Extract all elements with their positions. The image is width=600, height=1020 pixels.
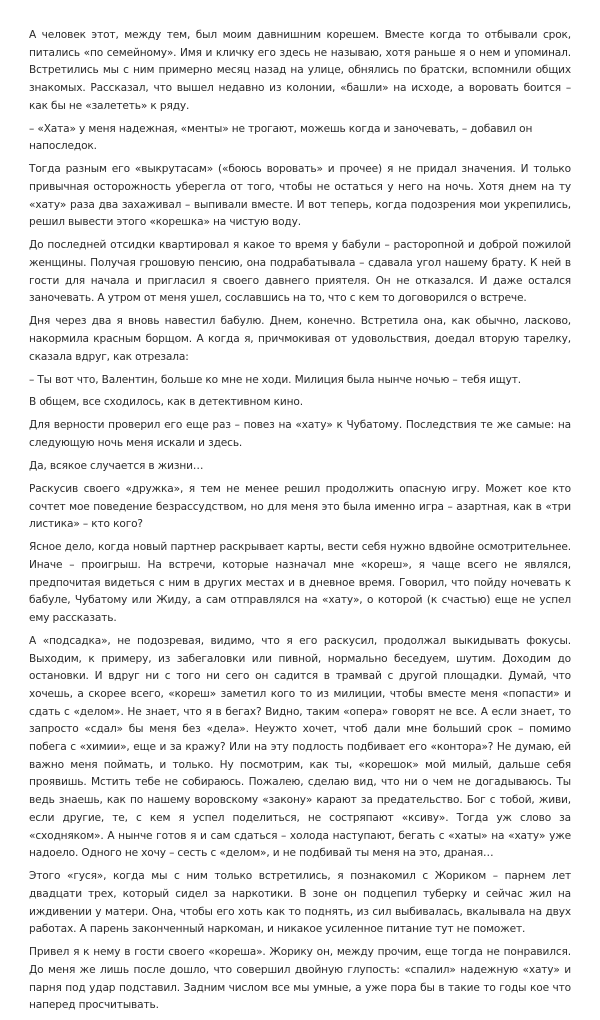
paragraph: А «подсадка», не подозревая, видимо, что я его раскусил, продолжал выкидывать фокусы. Выходим, к примеру, из забегаловки или пивной, нормально беседуем, шутим. Доходим до остановки. И вдруг ни с того ни сего он садится в трамвай с другой площадки. Думай, что хочешь, а скорее всего, «кореш» заметил кого то из милиции, чтобы вместе меня «попасти» и сдать с «делом». Не знает, что я в бегах? Видно, таким «опера» говорят не все. А если знает, то запросто «сдал» бы меня без «дела». Неужто хочет, чтоб дали мне больший срок – помимо побега с «химии», еще и за кражу? Или на эту подлость подбивает его «контора»? Не думаю, ей важно меня поймать, и только. Ну посмотрим, как ты, «корешок» мой милый, дальше себя проявишь. Мстить тебе не собираюсь. Пожалею, сделаю вид, что ни о чем не догадываюсь. Ты ведь знаешь, как по нашему воровскому «закону» карают за предательство. Бог с тобой, живи, если другие, те, с кем я успел поделиться, не состряпают «ксиву». Тогда уж слово за «сходняком». А нынче готов я и сам сдаться – холода наступают, бегать с «хаты» на «хату» уже надоело. Одного не хочу – сесть с «делом», и не подбивай ты меня на это, драная… — [29, 634, 571, 860]
paragraph: А человек этот, между тем, был моим давнишним корешем. Вместе когда то отбывали срок, питались «по семейному». Имя и кличку его здесь не называю, хотя раньше я о нем и упоминал. Встретились мы с ним примерно месяц назад на улице, обнялись по братски, вспомнили общих знакомых. Рассказал, что вышел недавно из колонии, «башли» на исходе, а воровать боится – как бы не «залететь» к ряду. — [29, 29, 571, 112]
paragraph: Дня через два я вновь навестил бабулю. Днем, конечно. Встретила она, как обычно, ласково, накормила красным борщом. А когда я, причмокивая от удовольствия, доедал вторую тарелку, сказала вдруг, как отрезала: — [29, 315, 571, 363]
paragraph: Этого «гуся», когда мы с ним только встретились, я познакомил с Жориком – парнем лет двадцати трех, который сидел за наркотики. В зоне он подцепил туберку и сейчас жил на иждивении у матери. Она, чтобы его хоть как то поднять, из сил выбивалась, вкалывала на двух работах. А парень законченный наркоман, и никакое усиленное питание тут не поможет. — [29, 870, 571, 936]
paragraph: Для верности проверил его еще раз – повез на «хату» к Чубатому. Последствия те же самые: на следующую ночь меня искали и здесь. — [29, 419, 571, 450]
paragraph: Тогда разным его «выкрутасам» («боюсь воровать» и прочее) я не придал значения. И только привычная осторожность уберегла от того, чтобы не остаться у него на ночь. Хотя днем на ту «хату» раза два захаживал – выпивали вместе. И вот теперь, когда подозрения мои укрепились, решил вывести этого «корешка» на чистую воду. — [29, 163, 571, 229]
paragraph: Ясное дело, когда новый партнер раскрывает карты, вести себя нужно вдвойне осмотрительнее. Иначе – проигрыш. На встречи, которые назначал мне «кореш», я чаще всего не являлся, предпочитая видеться с ним в других местах и в дневное время. Говорил, что пойду ночевать к бабуле, Чубатому или Жиду, а сам отправлялся на «хату», о которой (к счастью) еще не успел ему рассказать. — [29, 541, 571, 624]
paragraph: – «Хата» у меня надежная, «менты» не трогают, можешь когда и заночевать, – добавил он напоследок. — [29, 122, 533, 153]
paragraph: – Ты вот что, Валентин, больше ко мне не ходи. Милиция была нынче ночью – тебя ищут. — [29, 373, 521, 386]
paragraph: В общем, все сходилось, как в детективном кино. — [29, 396, 303, 409]
paragraph: Да, всякое случается в жизни… — [29, 459, 204, 472]
paragraph: До последней отсидки квартировал я какое то время у бабули – расторопной и доброй пожилой женщины. Получая грошовую пенсию, она подрабатывала – сдавала угол нашему брату. К ней в гости для начала и пригласил я своего давнего приятеля. Он не отказался. И даже остался заночевать. А утром от меня ушел, сославшись на то, что с кем то договорился о встрече. — [29, 239, 571, 305]
paragraph: Привел я к нему в гости своего «кореша». Жорику он, между прочим, еще тогда не понравился. До меня же лишь после дошло, что совершил двойную глупость: «спалил» надежную «хату» и парня под удар подставил. Задним числом все мы умные, а уже пора бы в такие то годы кое что наперед просчитывать. — [29, 946, 571, 1012]
document-body — [29, 27, 571, 1020]
paragraph: Раскусив своего «дружка», я тем не менее решил продолжить опасную игру. Может кое кто сочтет мое поведение безрассудством, но для меня это была именно игра – азартная, как в «три листика» – кто кого? — [29, 482, 571, 531]
